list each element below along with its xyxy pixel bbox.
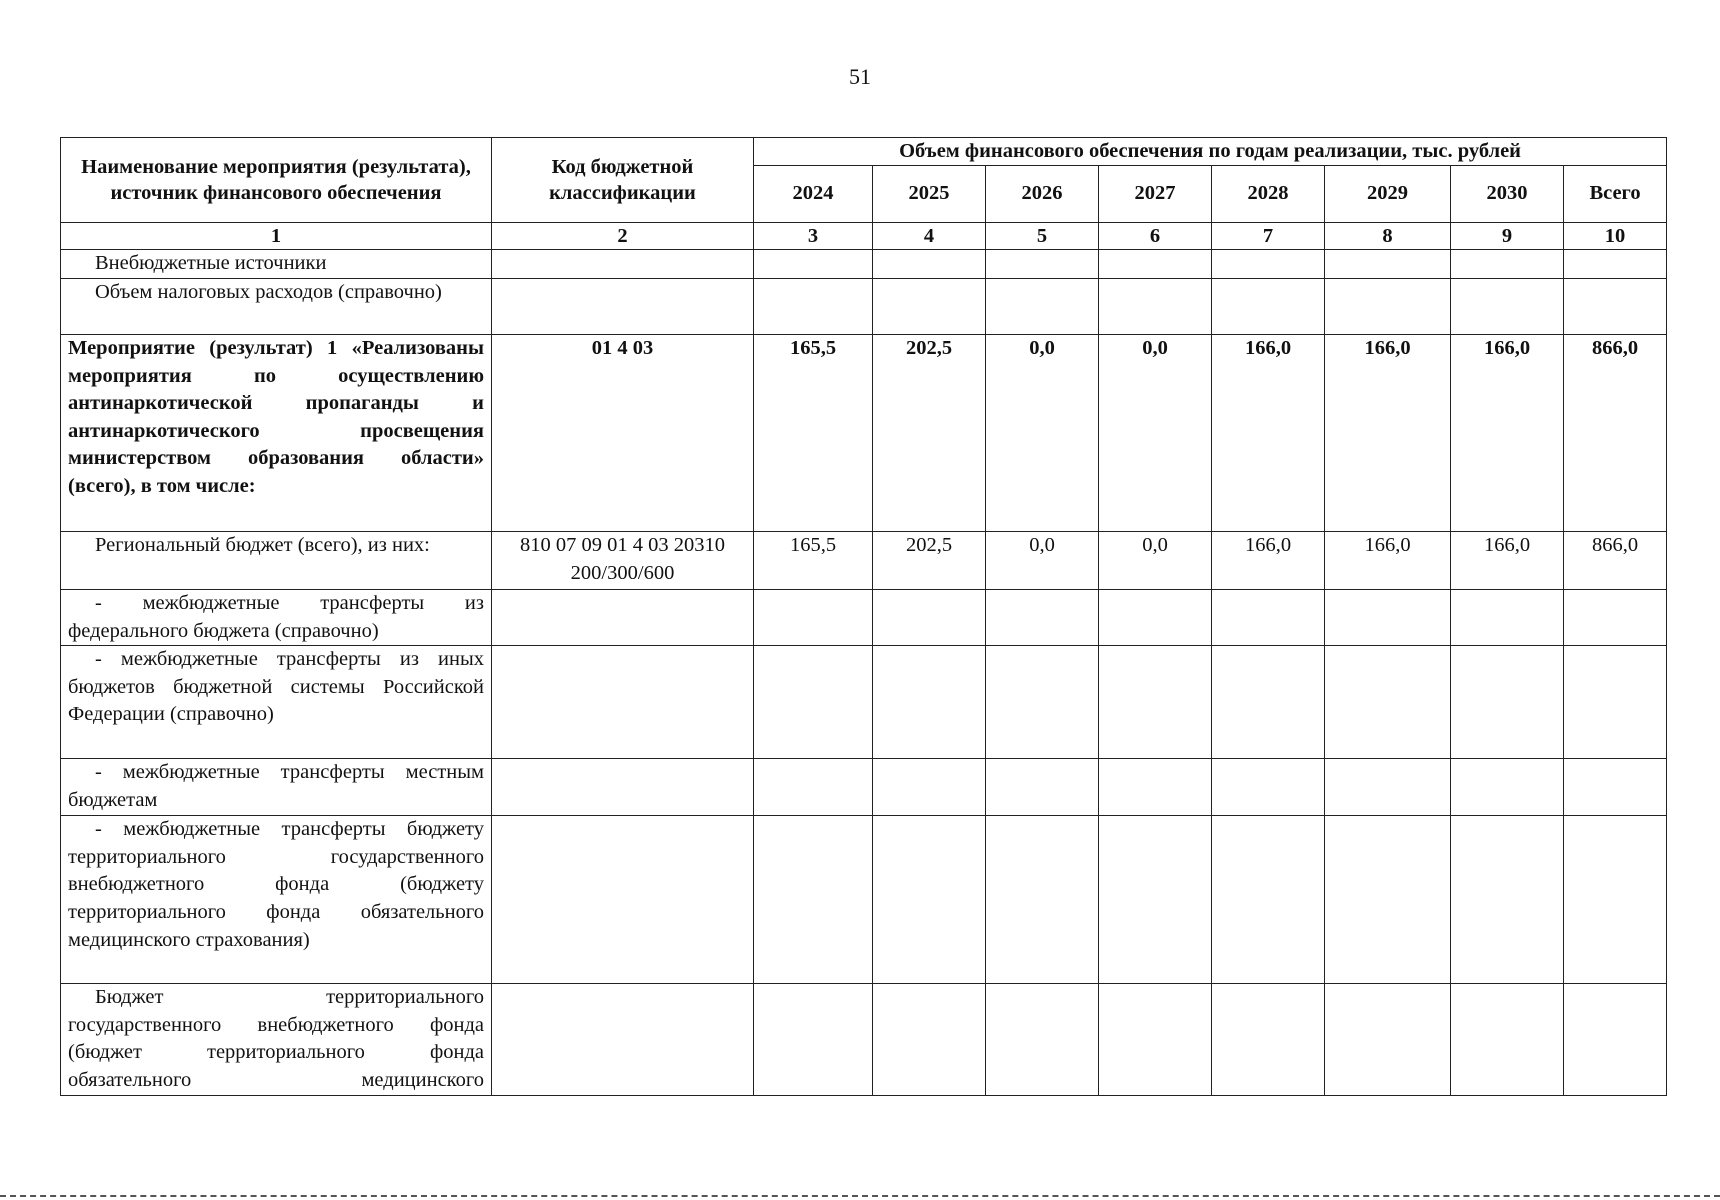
header-total: Всего — [1564, 166, 1667, 223]
value-2029 — [1325, 646, 1451, 759]
value-2026 — [986, 984, 1099, 1095]
value-total — [1564, 279, 1667, 335]
column-number-row — [61, 223, 1667, 250]
row-name: Объем налоговых расходов (справочно) — [61, 279, 492, 335]
value-2026 — [986, 646, 1099, 759]
value-2030: 166,0 — [1451, 335, 1564, 532]
header-year-2026: 2026 — [986, 166, 1099, 223]
value-2028 — [1212, 646, 1325, 759]
value-2028 — [1212, 816, 1325, 984]
value-2024 — [754, 250, 873, 279]
value-2028: 166,0 — [1212, 532, 1325, 590]
value-total — [1564, 250, 1667, 279]
table-row — [61, 984, 1667, 1095]
value-2025: 202,5 — [873, 335, 986, 532]
value-total — [1564, 646, 1667, 759]
header-name: Наименование мероприятия (результата), источник финансового обеспечения — [61, 138, 492, 223]
value-2025 — [873, 984, 986, 1095]
value-2028 — [1212, 590, 1325, 646]
value-2027 — [1099, 984, 1212, 1095]
column-number: 10 — [1564, 223, 1667, 250]
value-2029 — [1325, 250, 1451, 279]
row-code — [492, 984, 754, 1095]
value-2025 — [873, 816, 986, 984]
value-2029: 166,0 — [1325, 532, 1451, 590]
value-2027 — [1099, 250, 1212, 279]
value-2025 — [873, 759, 986, 816]
row-name: Региональный бюджет (всего), из них: — [61, 532, 492, 590]
value-2026: 0,0 — [986, 532, 1099, 590]
value-2025 — [873, 646, 986, 759]
table-row — [61, 532, 1667, 590]
value-2030 — [1451, 279, 1564, 335]
header-code: Код бюджетной классификации — [492, 138, 754, 223]
row-name: - межбюджетные трансферты местным бюджетам — [61, 759, 492, 816]
value-2030 — [1451, 590, 1564, 646]
row-code — [492, 590, 754, 646]
table-row — [61, 335, 1667, 532]
value-total — [1564, 984, 1667, 1095]
column-number: 9 — [1451, 223, 1564, 250]
value-2026 — [986, 279, 1099, 335]
column-number: 3 — [754, 223, 873, 250]
value-2027 — [1099, 759, 1212, 816]
value-2026: 0,0 — [986, 335, 1099, 532]
value-total: 866,0 — [1564, 532, 1667, 590]
row-code — [492, 759, 754, 816]
value-2029 — [1325, 279, 1451, 335]
header-year-2025: 2025 — [873, 166, 986, 223]
value-2028 — [1212, 984, 1325, 1095]
value-2028 — [1212, 250, 1325, 279]
value-2024: 165,5 — [754, 335, 873, 532]
value-2027: 0,0 — [1099, 532, 1212, 590]
row-name: - межбюджетные трансферты из федерального бюджета (справочно) — [61, 590, 492, 646]
value-2024 — [754, 590, 873, 646]
page-number: 51 — [849, 64, 871, 89]
value-2025: 202,5 — [873, 532, 986, 590]
column-number: 7 — [1212, 223, 1325, 250]
value-2024 — [754, 279, 873, 335]
value-2029: 166,0 — [1325, 335, 1451, 532]
value-2028 — [1212, 759, 1325, 816]
column-number: 8 — [1325, 223, 1451, 250]
header-year-2028: 2028 — [1212, 166, 1325, 223]
value-2024 — [754, 646, 873, 759]
table-row — [61, 250, 1667, 279]
row-name: Мероприятие (результат) 1 «Реализованы мероприятия по осуществлению антинаркотической пропаганды и антинаркотического просвещения министерством образования области» (всего), в том числе: — [61, 335, 492, 532]
value-2030 — [1451, 759, 1564, 816]
header-year-2030: 2030 — [1451, 166, 1564, 223]
value-2025 — [873, 279, 986, 335]
table-row — [61, 759, 1667, 816]
value-2024 — [754, 759, 873, 816]
value-2024: 165,5 — [754, 532, 873, 590]
value-2027 — [1099, 279, 1212, 335]
value-2026 — [986, 590, 1099, 646]
column-number: 5 — [986, 223, 1099, 250]
value-2030 — [1451, 250, 1564, 279]
row-code: 810 07 09 01 4 03 20310 200/300/600 — [492, 532, 754, 590]
header-year-2027: 2027 — [1099, 166, 1212, 223]
value-2030: 166,0 — [1451, 532, 1564, 590]
column-number: 4 — [873, 223, 986, 250]
value-total — [1564, 816, 1667, 984]
header-volume: Объем финансового обеспечения по годам реализации, тыс. рублей — [754, 138, 1667, 166]
budget-table — [60, 137, 1667, 1096]
value-2027 — [1099, 816, 1212, 984]
value-2028 — [1212, 279, 1325, 335]
value-2030 — [1451, 984, 1564, 1095]
header-year-2029: 2029 — [1325, 166, 1451, 223]
row-name: - межбюджетные трансферты бюджету территориального государственного внебюджетного фонда (бюджету территориального фонда обязательного медицинского страхования) — [61, 816, 492, 984]
column-number: 2 — [492, 223, 754, 250]
value-2028: 166,0 — [1212, 335, 1325, 532]
value-total — [1564, 590, 1667, 646]
value-2027: 0,0 — [1099, 335, 1212, 532]
row-code — [492, 250, 754, 279]
value-2029 — [1325, 759, 1451, 816]
value-2026 — [986, 759, 1099, 816]
value-2027 — [1099, 590, 1212, 646]
value-2030 — [1451, 646, 1564, 759]
value-2030 — [1451, 816, 1564, 984]
value-2027 — [1099, 646, 1212, 759]
table-row — [61, 646, 1667, 759]
header-year-2024: 2024 — [754, 166, 873, 223]
value-2029 — [1325, 984, 1451, 1095]
row-name: - межбюджетные трансферты из иных бюджетов бюджетной системы Российской Федерации (справочно) — [61, 646, 492, 759]
row-name: Бюджет территориального государственного внебюджетного фонда (бюджет территориального фонда обязательного медицинского — [61, 984, 492, 1095]
column-number: 6 — [1099, 223, 1212, 250]
table-row — [61, 279, 1667, 335]
value-2029 — [1325, 816, 1451, 984]
value-2026 — [986, 250, 1099, 279]
column-number: 1 — [61, 223, 492, 250]
value-2025 — [873, 590, 986, 646]
value-2026 — [986, 816, 1099, 984]
row-code — [492, 816, 754, 984]
value-2024 — [754, 984, 873, 1095]
table-row — [61, 816, 1667, 984]
value-2029 — [1325, 590, 1451, 646]
row-name: Внебюджетные источники — [61, 250, 492, 279]
table-row — [61, 590, 1667, 646]
value-total: 866,0 — [1564, 335, 1667, 532]
value-2025 — [873, 250, 986, 279]
row-code — [492, 279, 754, 335]
value-2024 — [754, 816, 873, 984]
row-code — [492, 646, 754, 759]
row-code: 01 4 03 — [492, 335, 754, 532]
scan-edge-line — [0, 1195, 1720, 1197]
value-total — [1564, 759, 1667, 816]
